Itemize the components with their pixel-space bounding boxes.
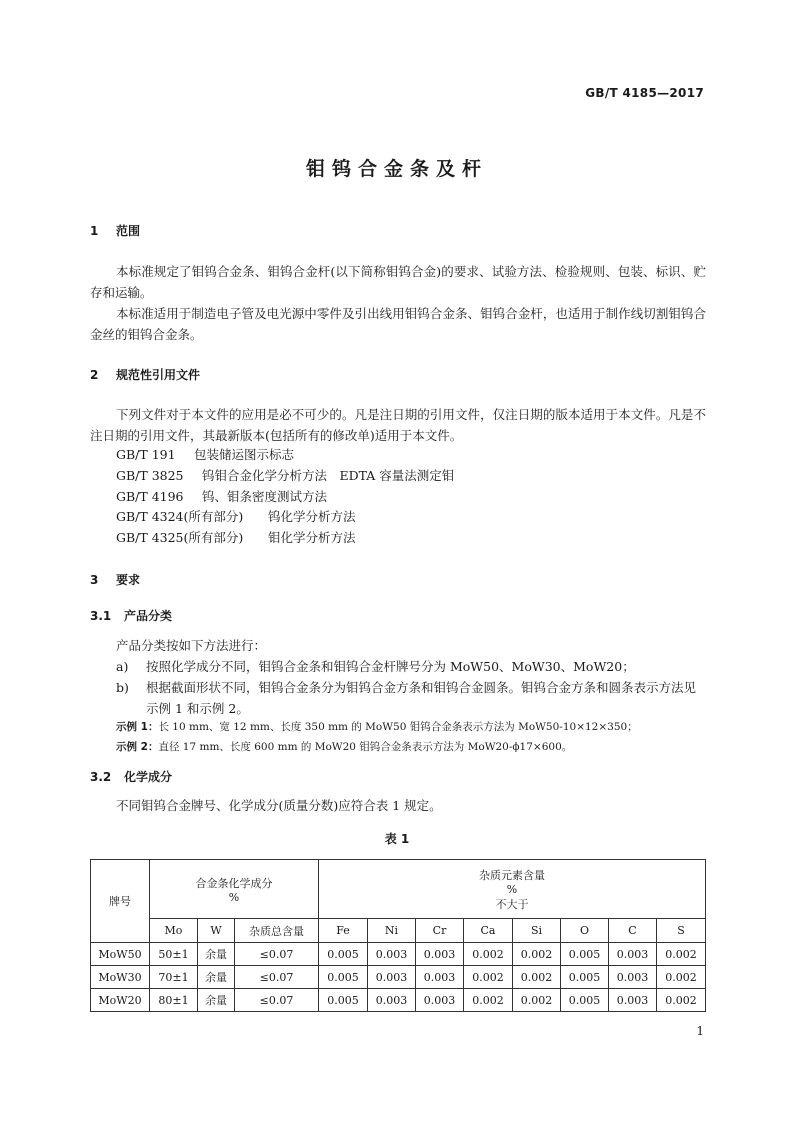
- cell-total: ≤0.07: [235, 966, 319, 989]
- example-label: 示例 2：: [116, 741, 159, 753]
- section-2-paragraph-1: 下列文件对于本文件的应用是必不可少的。凡是注日期的引用文件，仅注日期的版本适用于本文件。凡是不注日期的引用文件，其最新版本(包括所有的修改单)适用于本文件。: [90, 407, 706, 443]
- cell-c: 0.003: [609, 989, 657, 1012]
- section-title: 要求: [116, 573, 141, 587]
- cell-c: 0.003: [609, 966, 657, 989]
- cell-ca: 0.002: [464, 966, 513, 989]
- example-1: [116, 719, 638, 734]
- reference-code: GB/T 4196: [116, 489, 184, 504]
- cell-total: ≤0.07: [235, 943, 319, 966]
- example-label: 示例 1：: [116, 721, 159, 733]
- reference-item: [116, 487, 327, 505]
- header-impurity-note: 不大于: [495, 897, 529, 911]
- cell-ca: 0.002: [464, 989, 513, 1012]
- cell-cr: 0.003: [416, 943, 464, 966]
- subheader-si: Si: [513, 919, 561, 943]
- cell-grade: MoW20: [91, 989, 150, 1012]
- table-subheader-row: [91, 919, 706, 943]
- cell-grade: MoW30: [91, 966, 150, 989]
- cell-si: 0.002: [513, 943, 561, 966]
- list-marker: b): [116, 680, 129, 695]
- standard-number: GB/T 4185—2017: [585, 86, 704, 100]
- reference-item: [116, 507, 356, 525]
- header-composition-label: 合金条化学成分: [195, 876, 273, 890]
- header-impurity-unit: %: [506, 882, 518, 896]
- header-composition-unit: %: [228, 890, 240, 904]
- cell-ni: 0.003: [368, 943, 416, 966]
- reference-item: [116, 528, 356, 546]
- table-row: [91, 989, 706, 1012]
- reference-code: GB/T 4325(所有部分): [116, 530, 244, 545]
- cell-ni: 0.003: [368, 966, 416, 989]
- document-title: 钼钨合金条及杆: [305, 158, 488, 180]
- subheader-s: S: [657, 919, 706, 943]
- section-number: 3: [90, 573, 99, 587]
- section-number: 1: [90, 224, 99, 238]
- cell-total: ≤0.07: [235, 989, 319, 1012]
- reference-code: GB/T 4324(所有部分): [116, 509, 244, 524]
- subheader-total-impurity: 杂质总含量: [235, 919, 319, 943]
- table-row: [91, 943, 706, 966]
- section-1-paragraph-2: 本标准适用于制造电子管及电光源中零件及引出线用钼钨合金条、钼钨合金杆，也适用于制作线切割钼钨合金丝的钼钨合金条。: [90, 306, 706, 342]
- section-3-heading: [90, 571, 140, 588]
- section-1-heading: [90, 222, 140, 239]
- subheader-mo: Mo: [150, 919, 198, 943]
- subsection-3-2-heading: [90, 768, 172, 785]
- list-marker: a): [116, 659, 129, 674]
- reference-code: GB/T 191: [116, 447, 176, 462]
- subsection-3-1-intro: 产品分类按如下方法进行：: [116, 638, 267, 653]
- chemical-composition-table: [90, 859, 706, 1012]
- reference-code: GB/T 3825: [116, 468, 184, 483]
- subsection-3-2-paragraph: 不同钼钨合金牌号、化学成分(质量分数)应符合表 1 规定。: [116, 798, 442, 813]
- cell-grade: MoW50: [91, 943, 150, 966]
- list-text: 根据截面形状不同，钼钨合金条分为钼钨合金方条和钼钨合金圆条。钼钨合金方条和圆条表示方法见示例 1 和示例 2。: [146, 680, 697, 716]
- cell-s: 0.002: [657, 966, 706, 989]
- section-title: 规范性引用文件: [116, 368, 201, 382]
- table-caption: 表 1: [384, 832, 410, 846]
- cell-s: 0.002: [657, 943, 706, 966]
- section-1-paragraph-1: 本标准规定了钼钨合金条、钼钨合金杆(以下简称钼钨合金)的要求、试验方法、检验规则、包装、标识、贮存和运输。: [90, 264, 706, 300]
- reference-title: 钨化学分析方法: [268, 509, 356, 524]
- table-header-row: [91, 860, 706, 919]
- reference-item: [116, 466, 454, 484]
- header-impurity: [319, 860, 706, 919]
- example-2: [116, 739, 572, 754]
- list-item-b: [90, 677, 706, 719]
- page-number: 1: [696, 1024, 704, 1038]
- cell-fe: 0.005: [319, 989, 368, 1012]
- subheader-ca: Ca: [464, 919, 513, 943]
- cell-s: 0.002: [657, 989, 706, 1012]
- subheader-o: O: [561, 919, 609, 943]
- header-impurity-label: 杂质元素含量: [479, 868, 545, 882]
- cell-ca: 0.002: [464, 943, 513, 966]
- table-row: [91, 966, 706, 989]
- reference-item: [116, 445, 294, 463]
- cell-mo: 50±1: [150, 943, 198, 966]
- cell-fe: 0.005: [319, 966, 368, 989]
- cell-fe: 0.005: [319, 943, 368, 966]
- list-item-a: [90, 656, 706, 677]
- example-text: 直径 17 mm、长度 600 mm 的 MoW20 钼钨合金条表示方法为 MoW20-ϕ17×600。: [158, 741, 573, 753]
- cell-ni: 0.003: [368, 989, 416, 1012]
- cell-cr: 0.003: [416, 989, 464, 1012]
- cell-mo: 70±1: [150, 966, 198, 989]
- subheader-fe: Fe: [319, 919, 368, 943]
- cell-o: 0.005: [561, 966, 609, 989]
- section-number: 3.1: [90, 609, 112, 623]
- list-text: 按照化学成分不同，钼钨合金条和钼钨合金杆牌号分为 MoW50、MoW30、MoW20；: [146, 659, 635, 674]
- header-grade: 牌号: [91, 860, 150, 943]
- subheader-cr: Cr: [416, 919, 464, 943]
- cell-w: 余量: [198, 966, 235, 989]
- cell-w: 余量: [198, 989, 235, 1012]
- cell-w: 余量: [198, 943, 235, 966]
- header-composition: [150, 860, 319, 919]
- cell-mo: 80±1: [150, 989, 198, 1012]
- subsection-3-1-heading: [90, 607, 172, 624]
- section-title: 化学成分: [124, 770, 173, 784]
- cell-o: 0.005: [561, 989, 609, 1012]
- cell-o: 0.005: [561, 943, 609, 966]
- example-text: 长 10 mm、宽 12 mm、长度 350 mm 的 MoW50 钼钨合金条表示方法为 MoW50-10×12×350；: [158, 721, 638, 733]
- reference-title: 钨钼合金化学分析方法 EDTA 容量法测定钼: [202, 468, 455, 483]
- reference-title: 钨、钼条密度测试方法: [202, 489, 328, 504]
- section-number: 3.2: [90, 770, 112, 784]
- cell-cr: 0.003: [416, 966, 464, 989]
- reference-title: 包装储运图示标志: [194, 447, 295, 462]
- subheader-w: W: [198, 919, 235, 943]
- section-2-heading: [90, 366, 200, 383]
- subheader-ni: Ni: [368, 919, 416, 943]
- reference-title: 钼化学分析方法: [268, 530, 356, 545]
- subheader-c: C: [609, 919, 657, 943]
- cell-c: 0.003: [609, 943, 657, 966]
- cell-si: 0.002: [513, 989, 561, 1012]
- section-title: 产品分类: [124, 609, 173, 623]
- section-title: 范围: [116, 224, 141, 238]
- cell-si: 0.002: [513, 966, 561, 989]
- section-number: 2: [90, 368, 99, 382]
